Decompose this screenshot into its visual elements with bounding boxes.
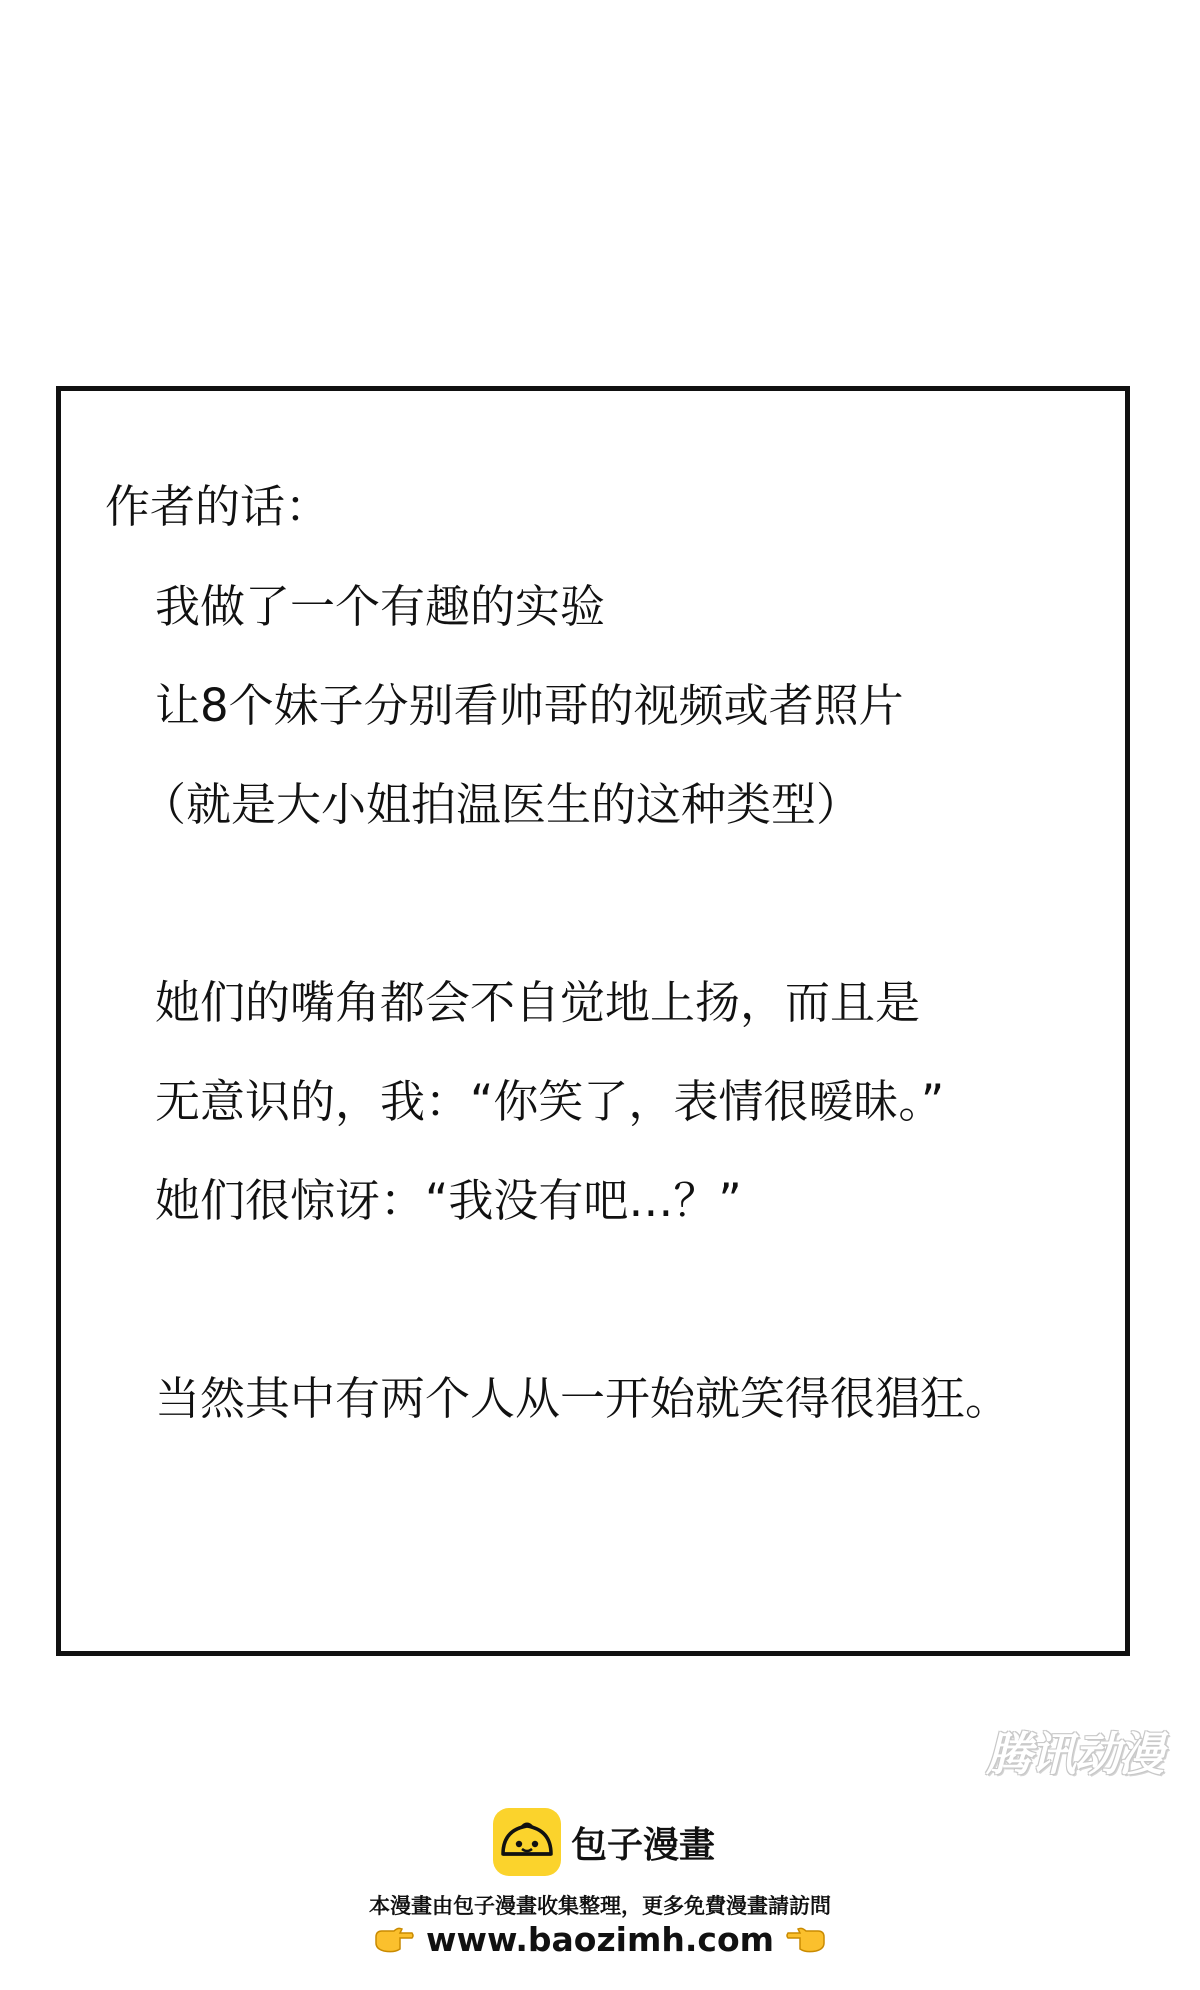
- note-line: 让8个妹子分别看帅哥的视频或者照片: [155, 679, 904, 732]
- footer-note: 本漫畫由包子漫畫收集整理，更多免費漫畫請訪問: [369, 1894, 831, 1918]
- bun-logo-icon: [493, 1808, 561, 1876]
- note-title: 作者的话：: [105, 480, 331, 533]
- note-line: 她们很惊讶：“我没有吧…？”: [155, 1174, 742, 1227]
- note-line: 无意识的，我：“你笑了，表情很暧昧。”: [155, 1075, 945, 1128]
- pointing-right-hand-icon: [374, 1925, 414, 1955]
- tencent-comics-watermark: 腾讯动漫: [986, 1727, 1162, 1781]
- author-note-box: [56, 386, 1130, 1656]
- note-line: 我做了一个有趣的实验: [155, 580, 606, 633]
- pointing-left-hand-icon: [786, 1925, 826, 1955]
- footer-url-row: [0, 1920, 1200, 1959]
- note-line: 她们的嘴角都会不自觉地上扬，而且是: [155, 976, 921, 1029]
- site-url-link[interactable]: www.baozimh.com: [426, 1920, 774, 1959]
- note-line: （就是大小姐拍温医生的这种类型）: [141, 778, 862, 831]
- note-line: 当然其中有两个人从一开始就笑得很猖狂。: [155, 1372, 1011, 1425]
- brand-name: 包子漫畫: [571, 1824, 716, 1866]
- footer-brand[interactable]: [493, 1808, 715, 1876]
